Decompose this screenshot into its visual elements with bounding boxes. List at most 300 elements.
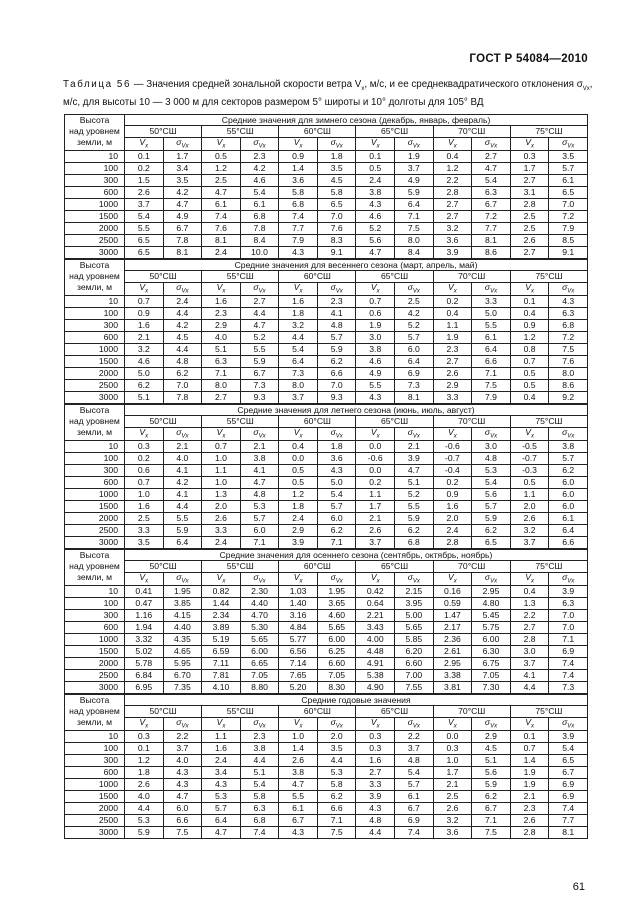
- height-header: [65, 115, 125, 151]
- height-header-line: земли, м: [76, 282, 113, 292]
- value-cell: 6.3: [549, 598, 588, 610]
- sigma-symbol: $\sigma_{Vx}$: [549, 138, 588, 151]
- value-cell: 6.9: [395, 368, 434, 380]
- season-table: [64, 114, 588, 259]
- value-cell: 5.3: [202, 791, 241, 803]
- height-header: [65, 550, 125, 586]
- table-row: [65, 453, 588, 465]
- value-cell: 2.7: [472, 151, 511, 163]
- value-cell: 5.1: [240, 767, 279, 779]
- value-cell: 2.8: [433, 187, 472, 199]
- value-cell: 1.4: [279, 163, 318, 175]
- sigma-symbol: $\sigma_{Vx}$: [163, 428, 202, 441]
- value-cell: 6.4: [472, 344, 511, 356]
- value-cell: 4.7: [356, 247, 395, 259]
- sigma-symbol: $\sigma_{Vx}$: [472, 428, 511, 441]
- value-cell: 6.00: [317, 634, 356, 646]
- height-header-line: земли, м: [76, 717, 113, 727]
- height-header-line: Высота: [79, 260, 110, 270]
- table-row: [65, 308, 588, 320]
- value-cell: 6.5: [472, 537, 511, 549]
- value-cell: 4.4: [240, 755, 279, 767]
- sigma-symbol: $\sigma_{Vx}$: [549, 428, 588, 441]
- value-cell: 0.47: [125, 598, 164, 610]
- value-cell: 6.65: [240, 658, 279, 670]
- value-cell: 6.9: [395, 815, 434, 827]
- value-cell: 2.4: [279, 513, 318, 525]
- latitude-header: 70°СШ: [433, 561, 510, 573]
- height-header-line: Высота: [79, 695, 110, 705]
- value-cell: 7.9: [549, 223, 588, 235]
- value-cell: 5.1: [395, 477, 434, 489]
- value-cell: 0.7: [356, 296, 395, 308]
- value-cell: 2.1: [433, 779, 472, 791]
- value-cell: 7.05: [240, 670, 279, 682]
- value-cell: 2.6: [125, 779, 164, 791]
- value-cell: 1.0: [202, 477, 241, 489]
- value-cell: 5.02: [125, 646, 164, 658]
- value-cell: 1.6: [356, 755, 395, 767]
- latitude-header: 60°СШ: [279, 561, 356, 573]
- sigma-symbol: $\sigma_{Vx}$: [549, 573, 588, 586]
- value-cell: 9.1: [317, 247, 356, 259]
- value-cell: 4.4: [163, 308, 202, 320]
- season-table: [64, 549, 588, 694]
- table-row: [65, 247, 588, 259]
- vx-symbol: $V_x$: [356, 573, 395, 586]
- value-cell: 6.8: [240, 211, 279, 223]
- vx-symbol: $V_x$: [125, 573, 164, 586]
- value-cell: 3.85: [163, 598, 202, 610]
- vx-symbol: $V_x$: [433, 283, 472, 296]
- table-row: [65, 332, 588, 344]
- value-cell: 1.6: [125, 320, 164, 332]
- value-cell: 5.4: [240, 187, 279, 199]
- latitude-header: 75°СШ: [510, 126, 587, 138]
- value-cell: 4.80: [472, 598, 511, 610]
- sigma-symbol: $\sigma_{Vx}$: [240, 428, 279, 441]
- value-cell: 7.3: [549, 682, 588, 694]
- value-cell: 5.0: [472, 308, 511, 320]
- sigma-symbol: $\sigma_{Vx}$: [395, 718, 434, 731]
- value-cell: 8.30: [317, 682, 356, 694]
- value-cell: 4.6: [240, 175, 279, 187]
- value-cell: 5.8: [317, 187, 356, 199]
- value-cell: 7.14: [279, 658, 318, 670]
- value-cell: 3.65: [317, 598, 356, 610]
- value-cell: 3.8: [356, 344, 395, 356]
- table-row: [65, 586, 588, 598]
- value-cell: 4.0: [202, 332, 241, 344]
- height-cell: 1000: [65, 779, 125, 791]
- value-cell: 4.5: [317, 175, 356, 187]
- value-cell: 3.0: [356, 332, 395, 344]
- value-cell: 0.1: [510, 731, 549, 743]
- value-cell: 5.00: [395, 610, 434, 622]
- value-cell: 5.2: [356, 223, 395, 235]
- value-cell: 8.0: [549, 368, 588, 380]
- value-cell: 4.8: [356, 815, 395, 827]
- value-cell: 8.4: [240, 235, 279, 247]
- value-cell: 1.8: [279, 501, 318, 513]
- sigma-symbol: $\sigma_{Vx}$: [317, 283, 356, 296]
- value-cell: 4.3: [163, 767, 202, 779]
- value-cell: 2.4: [202, 537, 241, 549]
- value-cell: 2.8: [433, 537, 472, 549]
- value-cell: 3.9: [433, 247, 472, 259]
- value-cell: 2.3: [240, 151, 279, 163]
- value-cell: 4.2: [163, 320, 202, 332]
- value-cell: 2.9: [202, 320, 241, 332]
- value-cell: 2.6: [433, 368, 472, 380]
- value-cell: 4.8: [317, 320, 356, 332]
- value-cell: 1.5: [125, 175, 164, 187]
- value-cell: 0.0: [356, 441, 395, 453]
- value-cell: 5.38: [356, 670, 395, 682]
- value-cell: 7.6: [549, 356, 588, 368]
- value-cell: 6.4: [395, 199, 434, 211]
- table-row: [65, 670, 588, 682]
- value-cell: 1.16: [125, 610, 164, 622]
- table-row: [65, 175, 588, 187]
- height-cell: 1000: [65, 634, 125, 646]
- value-cell: 5.85: [395, 634, 434, 646]
- value-cell: 7.6: [202, 223, 241, 235]
- height-cell: 600: [65, 767, 125, 779]
- value-cell: 0.6: [356, 308, 395, 320]
- value-cell: 3.9: [356, 791, 395, 803]
- value-cell: 3.2: [510, 525, 549, 537]
- sigma-symbol: $\sigma_{Vx}$: [549, 718, 588, 731]
- value-cell: 2.7: [202, 392, 241, 404]
- value-cell: 6.0: [240, 525, 279, 537]
- sigma-symbol: $\sigma_{Vx}$: [317, 718, 356, 731]
- table-row: [65, 223, 588, 235]
- value-cell: 5.0: [317, 477, 356, 489]
- value-cell: 7.1: [317, 537, 356, 549]
- value-cell: 4.10: [202, 682, 241, 694]
- value-cell: 6.95: [125, 682, 164, 694]
- value-cell: 3.8: [356, 187, 395, 199]
- value-cell: 4.1: [163, 489, 202, 501]
- value-cell: 5.4: [549, 743, 588, 755]
- sigma-symbol: $\sigma_{Vx}$: [472, 138, 511, 151]
- value-cell: 3.3: [202, 525, 241, 537]
- value-cell: 0.0: [356, 465, 395, 477]
- value-cell: 0.59: [433, 598, 472, 610]
- latitude-header: 50°СШ: [125, 561, 202, 573]
- value-cell: 6.6: [163, 815, 202, 827]
- value-cell: 4.2: [163, 477, 202, 489]
- latitude-header: 50°СШ: [125, 706, 202, 718]
- value-cell: 5.8: [317, 779, 356, 791]
- vx-symbol: $V_x$: [125, 718, 164, 731]
- value-cell: 0.1: [356, 151, 395, 163]
- height-cell: 3000: [65, 247, 125, 259]
- value-cell: 4.9: [163, 211, 202, 223]
- height-cell: 1500: [65, 501, 125, 513]
- value-cell: 4.6: [356, 356, 395, 368]
- value-cell: 0.1: [510, 296, 549, 308]
- latitude-header: 55°СШ: [202, 416, 279, 428]
- table-caption: [63, 78, 593, 109]
- value-cell: 6.70: [163, 670, 202, 682]
- table-row: [65, 743, 588, 755]
- value-cell: 5.2: [240, 332, 279, 344]
- value-cell: 2.6: [125, 187, 164, 199]
- value-cell: 1.2: [510, 332, 549, 344]
- value-cell: 6.7: [279, 815, 318, 827]
- value-cell: 4.3: [163, 779, 202, 791]
- value-cell: 4.48: [356, 646, 395, 658]
- value-cell: 7.0: [317, 211, 356, 223]
- height-header-line: Высота: [79, 405, 110, 415]
- latitude-header: 55°СШ: [202, 561, 279, 573]
- height-cell: 100: [65, 163, 125, 175]
- latitude-header: 75°СШ: [510, 416, 587, 428]
- value-cell: 1.1: [510, 489, 549, 501]
- value-cell: 3.2: [433, 815, 472, 827]
- value-cell: 6.1: [240, 199, 279, 211]
- value-cell: 6.25: [317, 646, 356, 658]
- sigma-symbol: $\sigma_{Vx}$: [240, 138, 279, 151]
- value-cell: 5.4: [472, 477, 511, 489]
- latitude-header: 75°СШ: [510, 706, 587, 718]
- value-cell: 3.5: [549, 151, 588, 163]
- value-cell: 5.3: [472, 465, 511, 477]
- value-cell: 7.9: [279, 235, 318, 247]
- value-cell: 6.7: [472, 803, 511, 815]
- value-cell: 6.5: [125, 247, 164, 259]
- value-cell: 6.0: [549, 477, 588, 489]
- value-cell: 0.8: [510, 344, 549, 356]
- vx-symbol: $V_x$: [125, 283, 164, 296]
- value-cell: 4.4: [240, 308, 279, 320]
- value-cell: 7.2: [472, 211, 511, 223]
- value-cell: 3.3: [433, 392, 472, 404]
- table-row: [65, 658, 588, 670]
- value-cell: 7.0: [163, 380, 202, 392]
- height-header: [65, 405, 125, 441]
- value-cell: 2.30: [240, 586, 279, 598]
- value-cell: 2.3: [510, 803, 549, 815]
- vx-symbol: $V_x$: [202, 718, 241, 731]
- value-cell: 6.0: [163, 803, 202, 815]
- sigma-symbol: $\sigma_{Vx}$: [240, 283, 279, 296]
- value-cell: 9.3: [240, 392, 279, 404]
- vx-symbol: $V_x$: [356, 718, 395, 731]
- sigma-symbol: $\sigma_{Vx}$: [395, 283, 434, 296]
- height-cell: 2500: [65, 380, 125, 392]
- height-cell: 2000: [65, 803, 125, 815]
- value-cell: 4.5: [163, 332, 202, 344]
- value-cell: 3.32: [125, 634, 164, 646]
- latitude-header: 60°СШ: [279, 416, 356, 428]
- value-cell: 1.6: [433, 501, 472, 513]
- value-cell: 3.7: [510, 658, 549, 670]
- height-cell: 1000: [65, 199, 125, 211]
- value-cell: 4.1: [317, 308, 356, 320]
- value-cell: 5.1: [472, 755, 511, 767]
- value-cell: 0.3: [356, 731, 395, 743]
- value-cell: 2.9: [279, 525, 318, 537]
- value-cell: 1.6: [125, 501, 164, 513]
- season-title: Средние значения для весеннего сезона (март, апрель, май): [125, 260, 588, 271]
- value-cell: 6.1: [549, 175, 588, 187]
- value-cell: 4.70: [240, 610, 279, 622]
- value-cell: 5.4: [240, 779, 279, 791]
- caption-text-3: , м/с, для высоты 10 — 3 000 м для секторов размером 5° широты и 10° долготы для 105° ВД: [63, 79, 593, 108]
- vx-symbol: $V_x$: [433, 718, 472, 731]
- document-header: ГОСТ Р 54084—2010: [469, 53, 588, 65]
- value-cell: 7.81: [202, 670, 241, 682]
- value-cell: 7.5: [549, 344, 588, 356]
- value-cell: 2.6: [510, 513, 549, 525]
- height-cell: 300: [65, 755, 125, 767]
- value-cell: -0.6: [356, 453, 395, 465]
- value-cell: 5.5: [395, 501, 434, 513]
- height-cell: 10: [65, 151, 125, 163]
- sigma-symbol: $\sigma_{Vx}$: [163, 283, 202, 296]
- table-row: [65, 537, 588, 549]
- value-cell: 2.3: [202, 308, 241, 320]
- value-cell: 8.6: [549, 380, 588, 392]
- height-cell: 10: [65, 441, 125, 453]
- value-cell: 6.8: [240, 815, 279, 827]
- value-cell: 4.2: [240, 163, 279, 175]
- value-cell: 7.1: [549, 634, 588, 646]
- value-cell: 4.0: [125, 791, 164, 803]
- value-cell: 4.3: [356, 803, 395, 815]
- value-cell: 4.3: [202, 779, 241, 791]
- value-cell: 6.30: [472, 646, 511, 658]
- value-cell: 5.8: [240, 791, 279, 803]
- value-cell: 2.5: [510, 211, 549, 223]
- season-title: Средние значения для осеннего сезона (сентябрь, октябрь, ноябрь): [125, 550, 588, 561]
- height-cell: 2500: [65, 670, 125, 682]
- table-row: [65, 199, 588, 211]
- value-cell: -0.7: [510, 453, 549, 465]
- value-cell: 3.9: [549, 586, 588, 598]
- value-cell: 5.45: [472, 610, 511, 622]
- value-cell: 3.0: [472, 441, 511, 453]
- table-row: [65, 682, 588, 694]
- value-cell: 1.9: [433, 332, 472, 344]
- value-cell: 7.7: [549, 815, 588, 827]
- value-cell: 8.4: [395, 247, 434, 259]
- value-cell: 1.2: [279, 489, 318, 501]
- value-cell: 4.84: [279, 622, 318, 634]
- value-cell: 6.56: [279, 646, 318, 658]
- value-cell: 2.0: [433, 513, 472, 525]
- vx-symbol: $V_x$: [356, 428, 395, 441]
- value-cell: 7.0: [549, 610, 588, 622]
- value-cell: 7.05: [472, 670, 511, 682]
- value-cell: 10.0: [240, 247, 279, 259]
- value-cell: 3.8: [240, 453, 279, 465]
- table-row: [65, 344, 588, 356]
- latitude-header: 65°СШ: [356, 561, 433, 573]
- value-cell: 5.9: [163, 525, 202, 537]
- latitude-header: 50°СШ: [125, 271, 202, 283]
- vx-symbol: $V_x$: [510, 283, 549, 296]
- value-cell: 6.0: [549, 489, 588, 501]
- value-cell: 0.41: [125, 586, 164, 598]
- value-cell: 6.7: [395, 803, 434, 815]
- value-cell: 4.40: [163, 622, 202, 634]
- height-cell: 10: [65, 586, 125, 598]
- value-cell: 1.8: [279, 308, 318, 320]
- value-cell: 2.4: [356, 175, 395, 187]
- value-cell: 2.3: [317, 296, 356, 308]
- vx-symbol: $V_x$: [510, 138, 549, 151]
- value-cell: 7.5: [472, 380, 511, 392]
- height-cell: 2500: [65, 525, 125, 537]
- value-cell: 5.9: [125, 827, 164, 839]
- value-cell: 2.4: [202, 247, 241, 259]
- height-header-line: Высота: [79, 115, 110, 125]
- value-cell: 5.3: [317, 767, 356, 779]
- value-cell: 4.4: [125, 803, 164, 815]
- value-cell: 0.9: [125, 308, 164, 320]
- height-cell: 1500: [65, 211, 125, 223]
- sigma-symbol: $\sigma_{Vx}$: [472, 718, 511, 731]
- value-cell: 1.7: [510, 163, 549, 175]
- value-cell: 6.4: [163, 537, 202, 549]
- table-row: [65, 151, 588, 163]
- value-cell: 7.2: [549, 332, 588, 344]
- value-cell: 0.2: [356, 477, 395, 489]
- value-cell: 4.3: [549, 296, 588, 308]
- sigma-symbol: $\sigma_{Vx}$: [395, 573, 434, 586]
- value-cell: 1.1: [356, 489, 395, 501]
- value-cell: 4.1: [510, 670, 549, 682]
- value-cell: 6.2: [549, 465, 588, 477]
- table-row: [65, 441, 588, 453]
- value-cell: -0.7: [433, 453, 472, 465]
- value-cell: 5.5: [163, 513, 202, 525]
- value-cell: 2.17: [433, 622, 472, 634]
- value-cell: 7.7: [279, 223, 318, 235]
- value-cell: 6.8: [549, 320, 588, 332]
- value-cell: 6.3: [549, 308, 588, 320]
- value-cell: 0.4: [279, 441, 318, 453]
- value-cell: 5.95: [163, 658, 202, 670]
- value-cell: 5.9: [395, 513, 434, 525]
- value-cell: 4.4: [356, 827, 395, 839]
- value-cell: 5.4: [472, 175, 511, 187]
- value-cell: 4.8: [163, 356, 202, 368]
- sigma-symbol: $\sigma_{Vx}$: [317, 573, 356, 586]
- latitude-header: 75°СШ: [510, 271, 587, 283]
- value-cell: 3.5: [163, 175, 202, 187]
- latitude-header: 70°СШ: [433, 706, 510, 718]
- value-cell: 7.55: [395, 682, 434, 694]
- value-cell: 5.9: [395, 187, 434, 199]
- vx-symbol: $V_x$: [202, 573, 241, 586]
- value-cell: 8.3: [317, 235, 356, 247]
- sigma-symbol: $\sigma_{Vx}$: [163, 573, 202, 586]
- table-row: [65, 380, 588, 392]
- sigma-symbol: $\sigma_{Vx}$: [472, 283, 511, 296]
- value-cell: 4.7: [163, 199, 202, 211]
- value-cell: 7.8: [240, 223, 279, 235]
- value-cell: 1.0: [279, 731, 318, 743]
- value-cell: 2.7: [433, 199, 472, 211]
- value-cell: 6.00: [240, 646, 279, 658]
- value-cell: 2.1: [163, 441, 202, 453]
- value-cell: 2.95: [433, 658, 472, 670]
